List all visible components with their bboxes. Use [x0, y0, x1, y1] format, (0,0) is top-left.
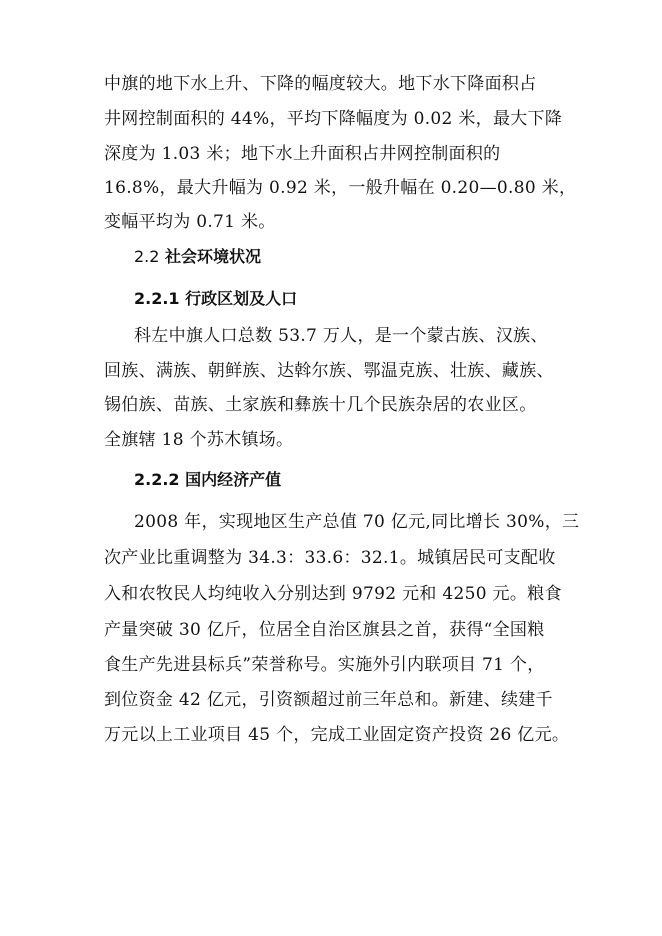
section-number: 2.2.1 [134, 289, 180, 308]
section-number: 2.2.2 [134, 470, 180, 489]
section-title: 社会环境状况 [165, 247, 262, 266]
section-heading-2-2 [134, 245, 261, 269]
section-title: 行政区划及人口 [185, 289, 298, 308]
paragraph-line: 变幅平均为 0.71 米。 [104, 212, 276, 232]
paragraph-line: 锡伯族、苗族、土家族和彝族十几个民族杂居的农业区。 [104, 395, 537, 415]
paragraph-line: 回族、满族、朝鲜族、达斡尔族、鄂温克族、壮族、藏族、 [104, 361, 554, 381]
paragraph-line: 中旗的地下水上升、下降的幅度较大。地下水下降面积占 [104, 74, 537, 94]
paragraph-line: 到位资金 42 亿元，引资额超过前三年总和。新建、续建千 [104, 690, 553, 710]
paragraph-line: 科左中旗人口总数 53.7 万人，是一个蒙古族、汉族、 [134, 326, 548, 346]
paragraph-line: 次产业比重调整为 34.3：33.6：32.1。城镇居民可支配收 [104, 548, 556, 568]
paragraph-line: 全旗辖 18 个苏木镇场。 [104, 430, 294, 450]
section-heading-2-2-1 [134, 287, 297, 311]
section-number: 2.2 [134, 247, 160, 266]
paragraph-line: 2008 年，实现地区生产总值 70 亿元,同比增长 30%，三 [134, 512, 580, 532]
section-title: 国内经济产值 [185, 470, 282, 489]
paragraph-line: 井网控制面积的 44%，平均下降幅度为 0.02 米，最大下降 [104, 109, 563, 129]
section-heading-2-2-2 [134, 468, 281, 492]
paragraph-line: 入和农牧民人均纯收入分别达到 9792 元和 4250 元。粮食 [104, 584, 562, 604]
paragraph-line: 产量突破 30 亿斤，位居全自治区旗县之首，获得“全国粮 [104, 620, 545, 640]
paragraph-line: 深度为 1.03 米；地下水上升面积占井网控制面积的 [104, 144, 501, 164]
paragraph-line: 食生产先进县标兵”荣誉称号。实施外引内联项目 71 个， [104, 655, 545, 675]
paragraph-line: 16.8%，最大升幅为 0.92 米，一般升幅在 0.20—0.80 米， [104, 178, 577, 198]
paragraph-line: 万元以上工业项目 45 个，完成工业固定资产投资 26 亿元。 [104, 725, 570, 745]
